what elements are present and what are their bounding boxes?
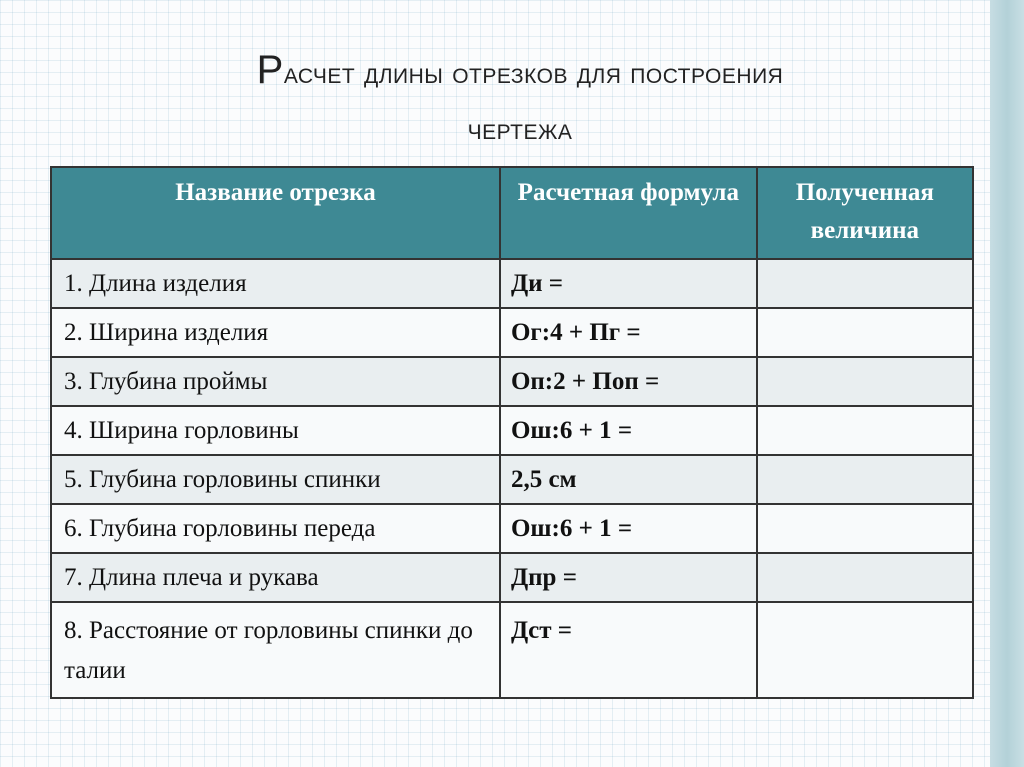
formula-cell: Ош:6 + 1 = (500, 406, 757, 455)
value-cell[interactable] (757, 602, 973, 698)
table-row (51, 259, 973, 308)
title-initial: Р (256, 48, 284, 92)
segment-name-cell: 7. Длина плеча и рукава (51, 553, 500, 602)
segment-name-cell: 2. Ширина изделия (51, 308, 500, 357)
value-cell[interactable] (757, 504, 973, 553)
segments-table (50, 166, 974, 699)
table-row (51, 553, 973, 602)
formula-cell: 2,5 см (500, 455, 757, 504)
formula-cell: Оп:2 + Поп = (500, 357, 757, 406)
table-row (51, 406, 973, 455)
table-row (51, 602, 973, 698)
formula-cell: Ди = (500, 259, 757, 308)
title-line-2: чертежа (467, 113, 573, 146)
header-segment-name: Название отрезка (51, 167, 500, 259)
value-cell[interactable] (757, 553, 973, 602)
value-cell[interactable] (757, 357, 973, 406)
formula-cell: Ош:6 + 1 = (500, 504, 757, 553)
segment-name-cell: 6. Глубина горловины переда (51, 504, 500, 553)
value-cell[interactable] (757, 406, 973, 455)
header-formula: Расчетная формула (500, 167, 757, 259)
segment-name-cell: 3. Глубина проймы (51, 357, 500, 406)
table-row (51, 504, 973, 553)
value-cell[interactable] (757, 455, 973, 504)
table-row (51, 455, 973, 504)
decorative-side-strip (990, 0, 1024, 767)
segment-name-cell: 4. Ширина горловины (51, 406, 500, 455)
table-row (51, 357, 973, 406)
formula-cell: Дпр = (500, 553, 757, 602)
formula-cell: Ог:4 + Пг = (500, 308, 757, 357)
segment-name-cell: 1. Длина изделия (51, 259, 500, 308)
segment-name-cell: 8. Расстояние от горловины спинки до талии (51, 602, 500, 698)
header-value: Полученная величина (757, 167, 973, 259)
title-line-1-rest: асчет длины отрезков для построения (283, 57, 784, 90)
table-row (51, 308, 973, 357)
slide-title (80, 42, 960, 158)
segment-name-cell: 5. Глубина горловины спинки (51, 455, 500, 504)
value-cell[interactable] (757, 259, 973, 308)
value-cell[interactable] (757, 308, 973, 357)
formula-cell: Дст = (500, 602, 757, 698)
title-line-1 (80, 42, 960, 102)
table-header-row (51, 167, 973, 259)
